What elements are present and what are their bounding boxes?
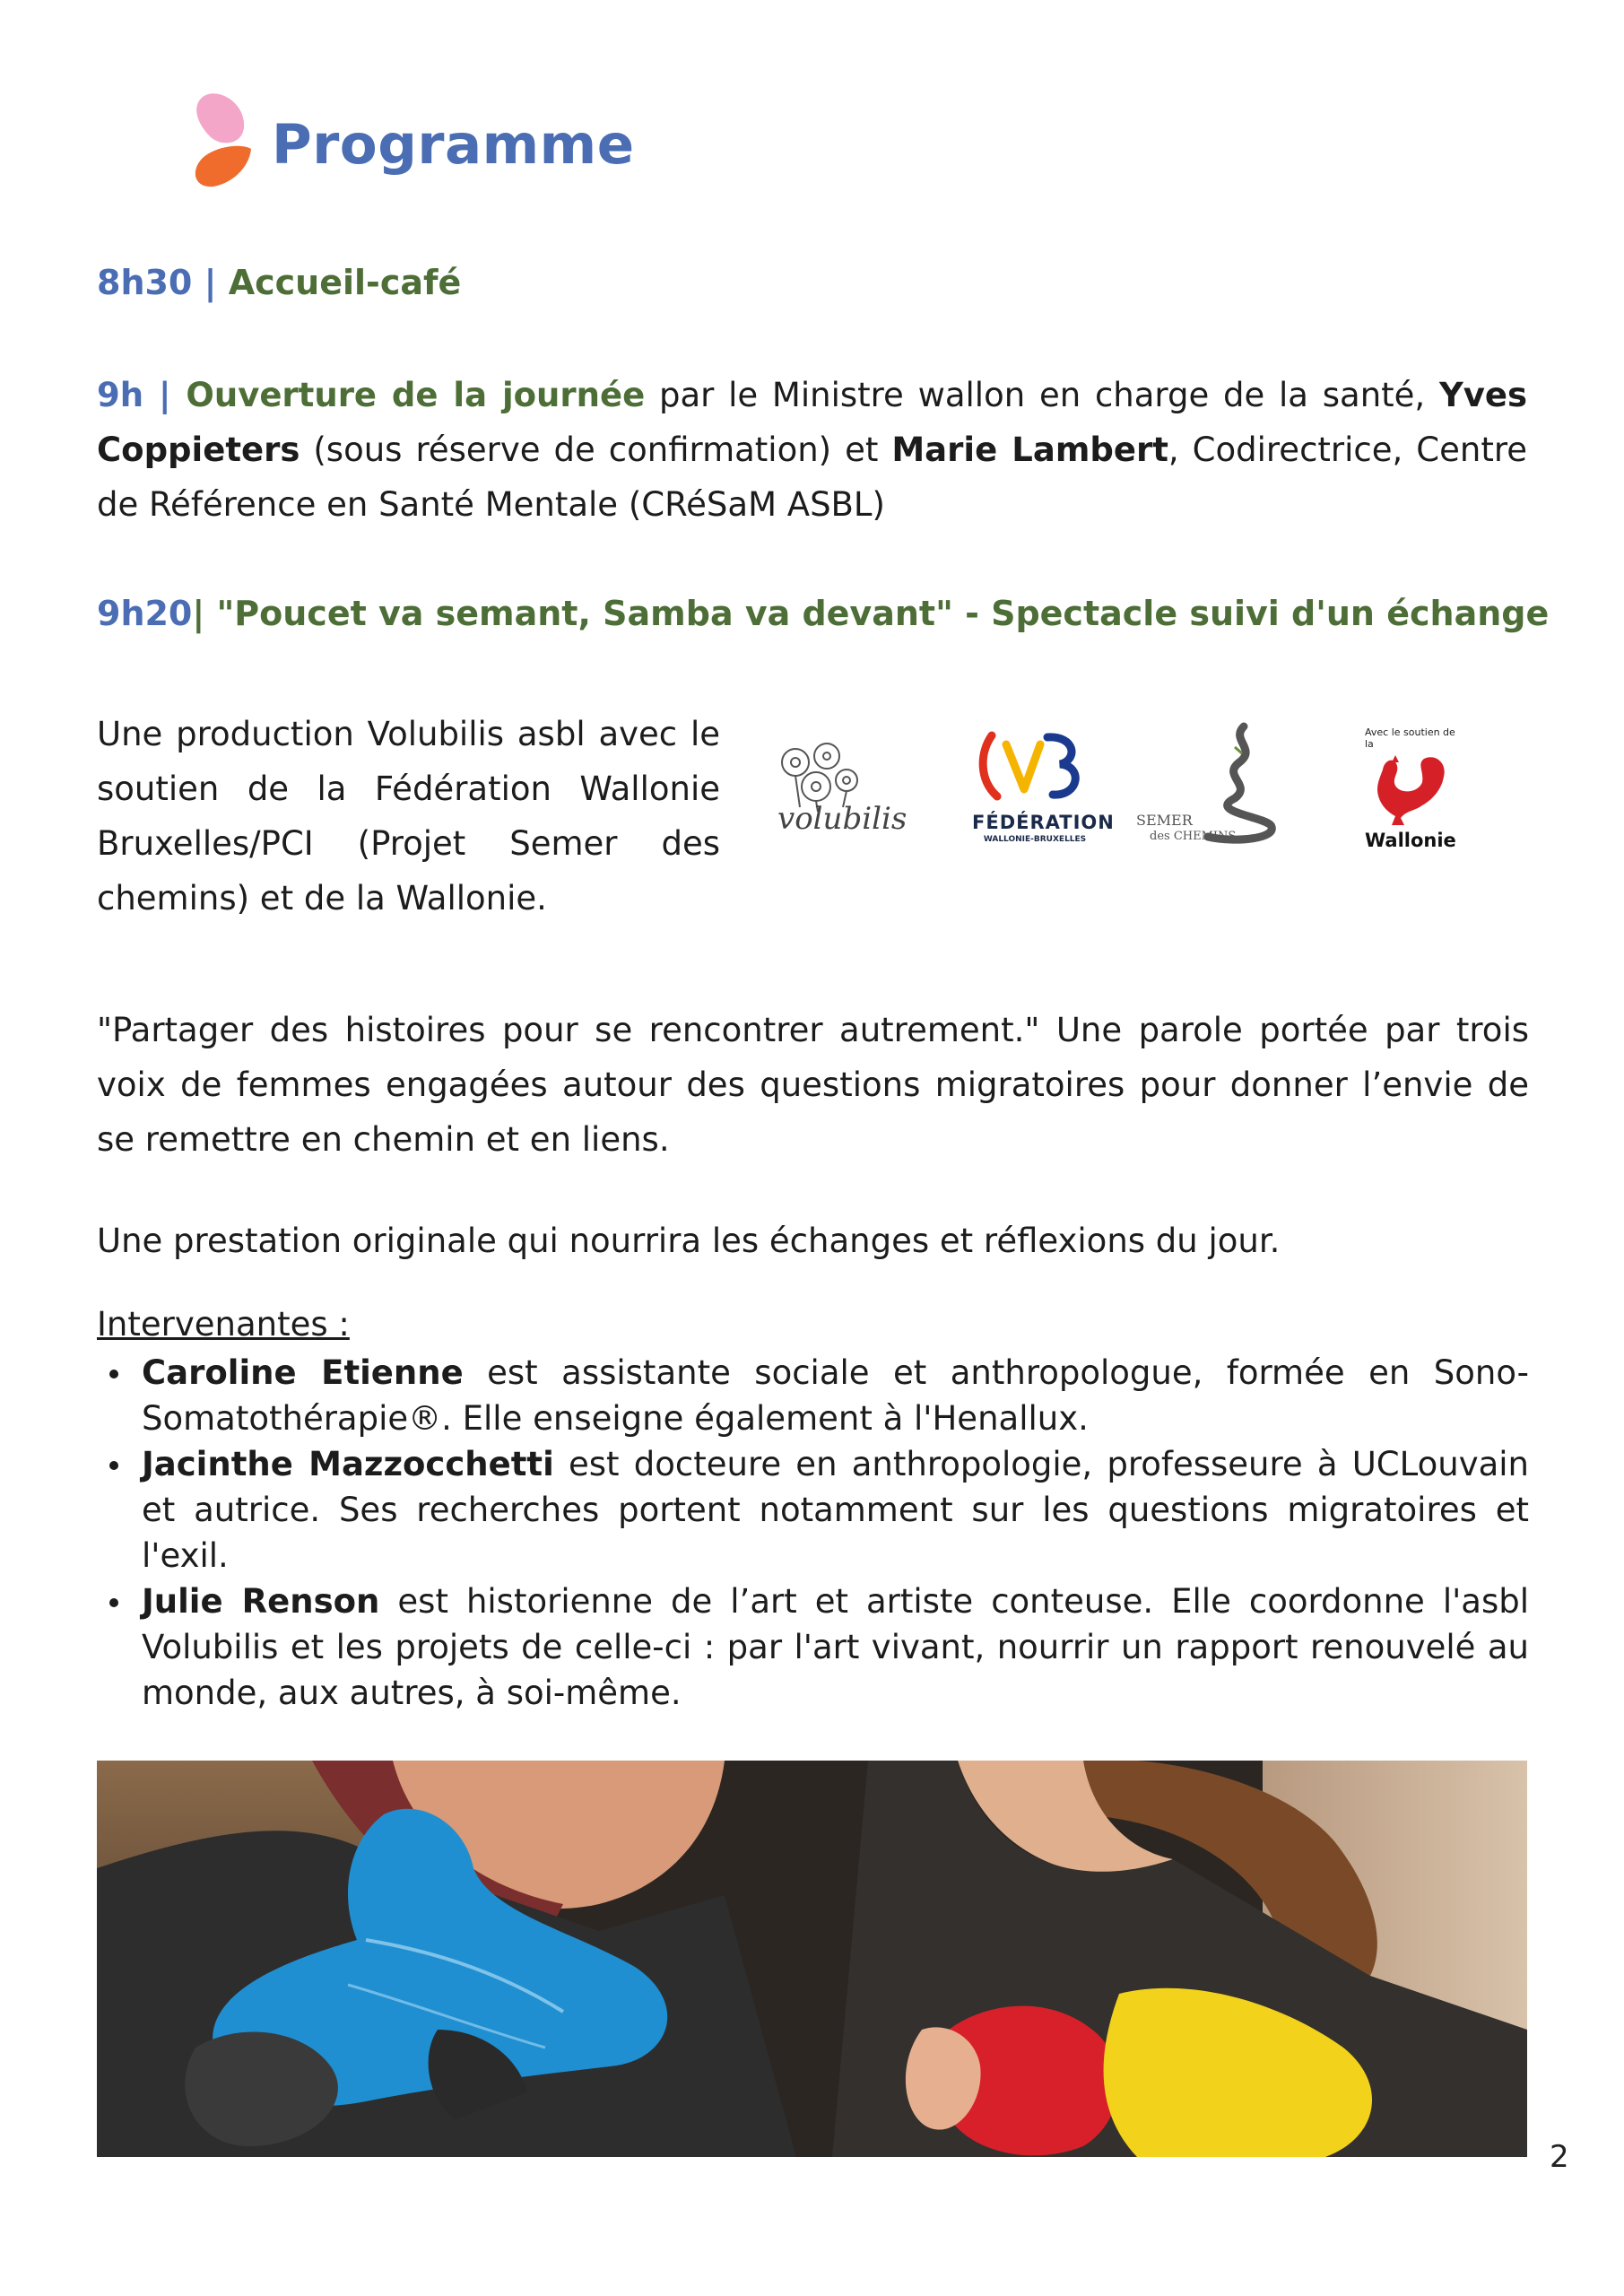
wallonie-name: Wallonie <box>1365 830 1456 851</box>
speaker-name: Yves Coppieters <box>97 376 1528 469</box>
schedule-time: 8h30 <box>97 263 193 302</box>
volubilis-wordmark: volubilis <box>777 801 908 837</box>
rooster-icon <box>1365 752 1455 828</box>
schedule-text: (sous réserve de confirmation) et <box>300 430 892 469</box>
speaker-bio: est docteure en anthropologie, professeure à UCLouvain et autrice. Ses recherches portent notamment sur les questions migratoires et l'exil. <box>142 1445 1529 1575</box>
wallonie-logo <box>1365 726 1463 852</box>
schedule-separator: | <box>192 263 229 302</box>
photo-illustration <box>97 1761 1527 2157</box>
wallonie-top-text: Avec le soutien de la <box>1365 726 1455 750</box>
speaker-name: Julie Renson <box>142 1582 380 1621</box>
gloved-hands-photo <box>97 1761 1527 2157</box>
schedule-item-ouverture <box>97 368 1527 532</box>
schedule-title: Ouverture de la journée <box>186 376 646 414</box>
federation-line1: FÉDÉRATION <box>972 812 1115 833</box>
speaker-bio: est assistante sociale et anthropologue, formée en Sono-Somatothérapie®. Elle enseigne également à l'Henallux. <box>142 1353 1529 1438</box>
schedule-separator: | <box>143 376 187 414</box>
speaker-name: Marie Lambert <box>891 430 1168 469</box>
intervenantes-heading: Intervenantes : <box>97 1305 350 1344</box>
path-icon <box>1136 722 1307 848</box>
sponsor-logos <box>773 722 1472 874</box>
semer-logo <box>1136 722 1307 852</box>
page-number: 2 <box>1550 2139 1569 2175</box>
speaker-bio: est historienne de l’art et artiste conteuse. Elle coordonne l'asbl Volubilis et les projets de celle-ci : par l'art vivant, nourrir un rapport renouvelé au monde, aux autres, à soi-même. <box>142 1582 1529 1712</box>
list-item <box>97 1441 1529 1578</box>
production-text: Une production Volubilis asbl avec le soutien de la Fédération Wallonie Bruxelles/PCI (Projet Semer des chemins) et de la Wallonie. <box>97 715 720 918</box>
schedule-separator: | <box>192 594 217 633</box>
list-item <box>97 1350 1529 1441</box>
speaker-name: Caroline Etienne <box>142 1353 464 1392</box>
page-title: Programme <box>272 113 635 177</box>
list-item <box>97 1578 1529 1716</box>
schedule-time: 9h20 <box>97 594 193 633</box>
schedule-item-accueil <box>97 263 461 302</box>
semer-line1: SEMER <box>1136 812 1193 829</box>
schedule-title: Accueil-café <box>228 263 462 302</box>
quote-paragraph: "Partager des histoires pour se rencontrer autrement." Une parole portée par trois voix de femmes engagées autour des questions migratoires pour donner l’envie de se remettre en chemin et en liens. <box>97 1011 1529 1159</box>
semer-line2: des CHEMINS <box>1150 830 1237 843</box>
federation-icon <box>972 726 1098 803</box>
schedule-text: par le Ministre wallon en charge de la santé, <box>645 376 1439 414</box>
schedule-time: 9h <box>97 376 144 414</box>
intervenantes-list <box>97 1350 1529 1716</box>
schedule-title: "Poucet va semant, Samba va devant" - Spectacle suivi d'un échange <box>216 594 1550 633</box>
schedule-text: , Codirectrice, Centre de Référence en Santé Mentale (CRéSaM ASBL) <box>97 430 1527 524</box>
volubilis-logo <box>773 740 934 848</box>
speaker-name: Jacinthe Mazzocchetti <box>142 1445 554 1483</box>
federation-logo <box>972 726 1115 861</box>
prestation-paragraph: Une prestation originale qui nourrira les échanges et réflexions du jour. <box>97 1222 1281 1260</box>
petal-logo-icon <box>190 90 255 190</box>
schedule-item-spectacle <box>97 594 1549 633</box>
federation-line2: WALLONIE-BRUXELLES <box>983 835 1087 844</box>
